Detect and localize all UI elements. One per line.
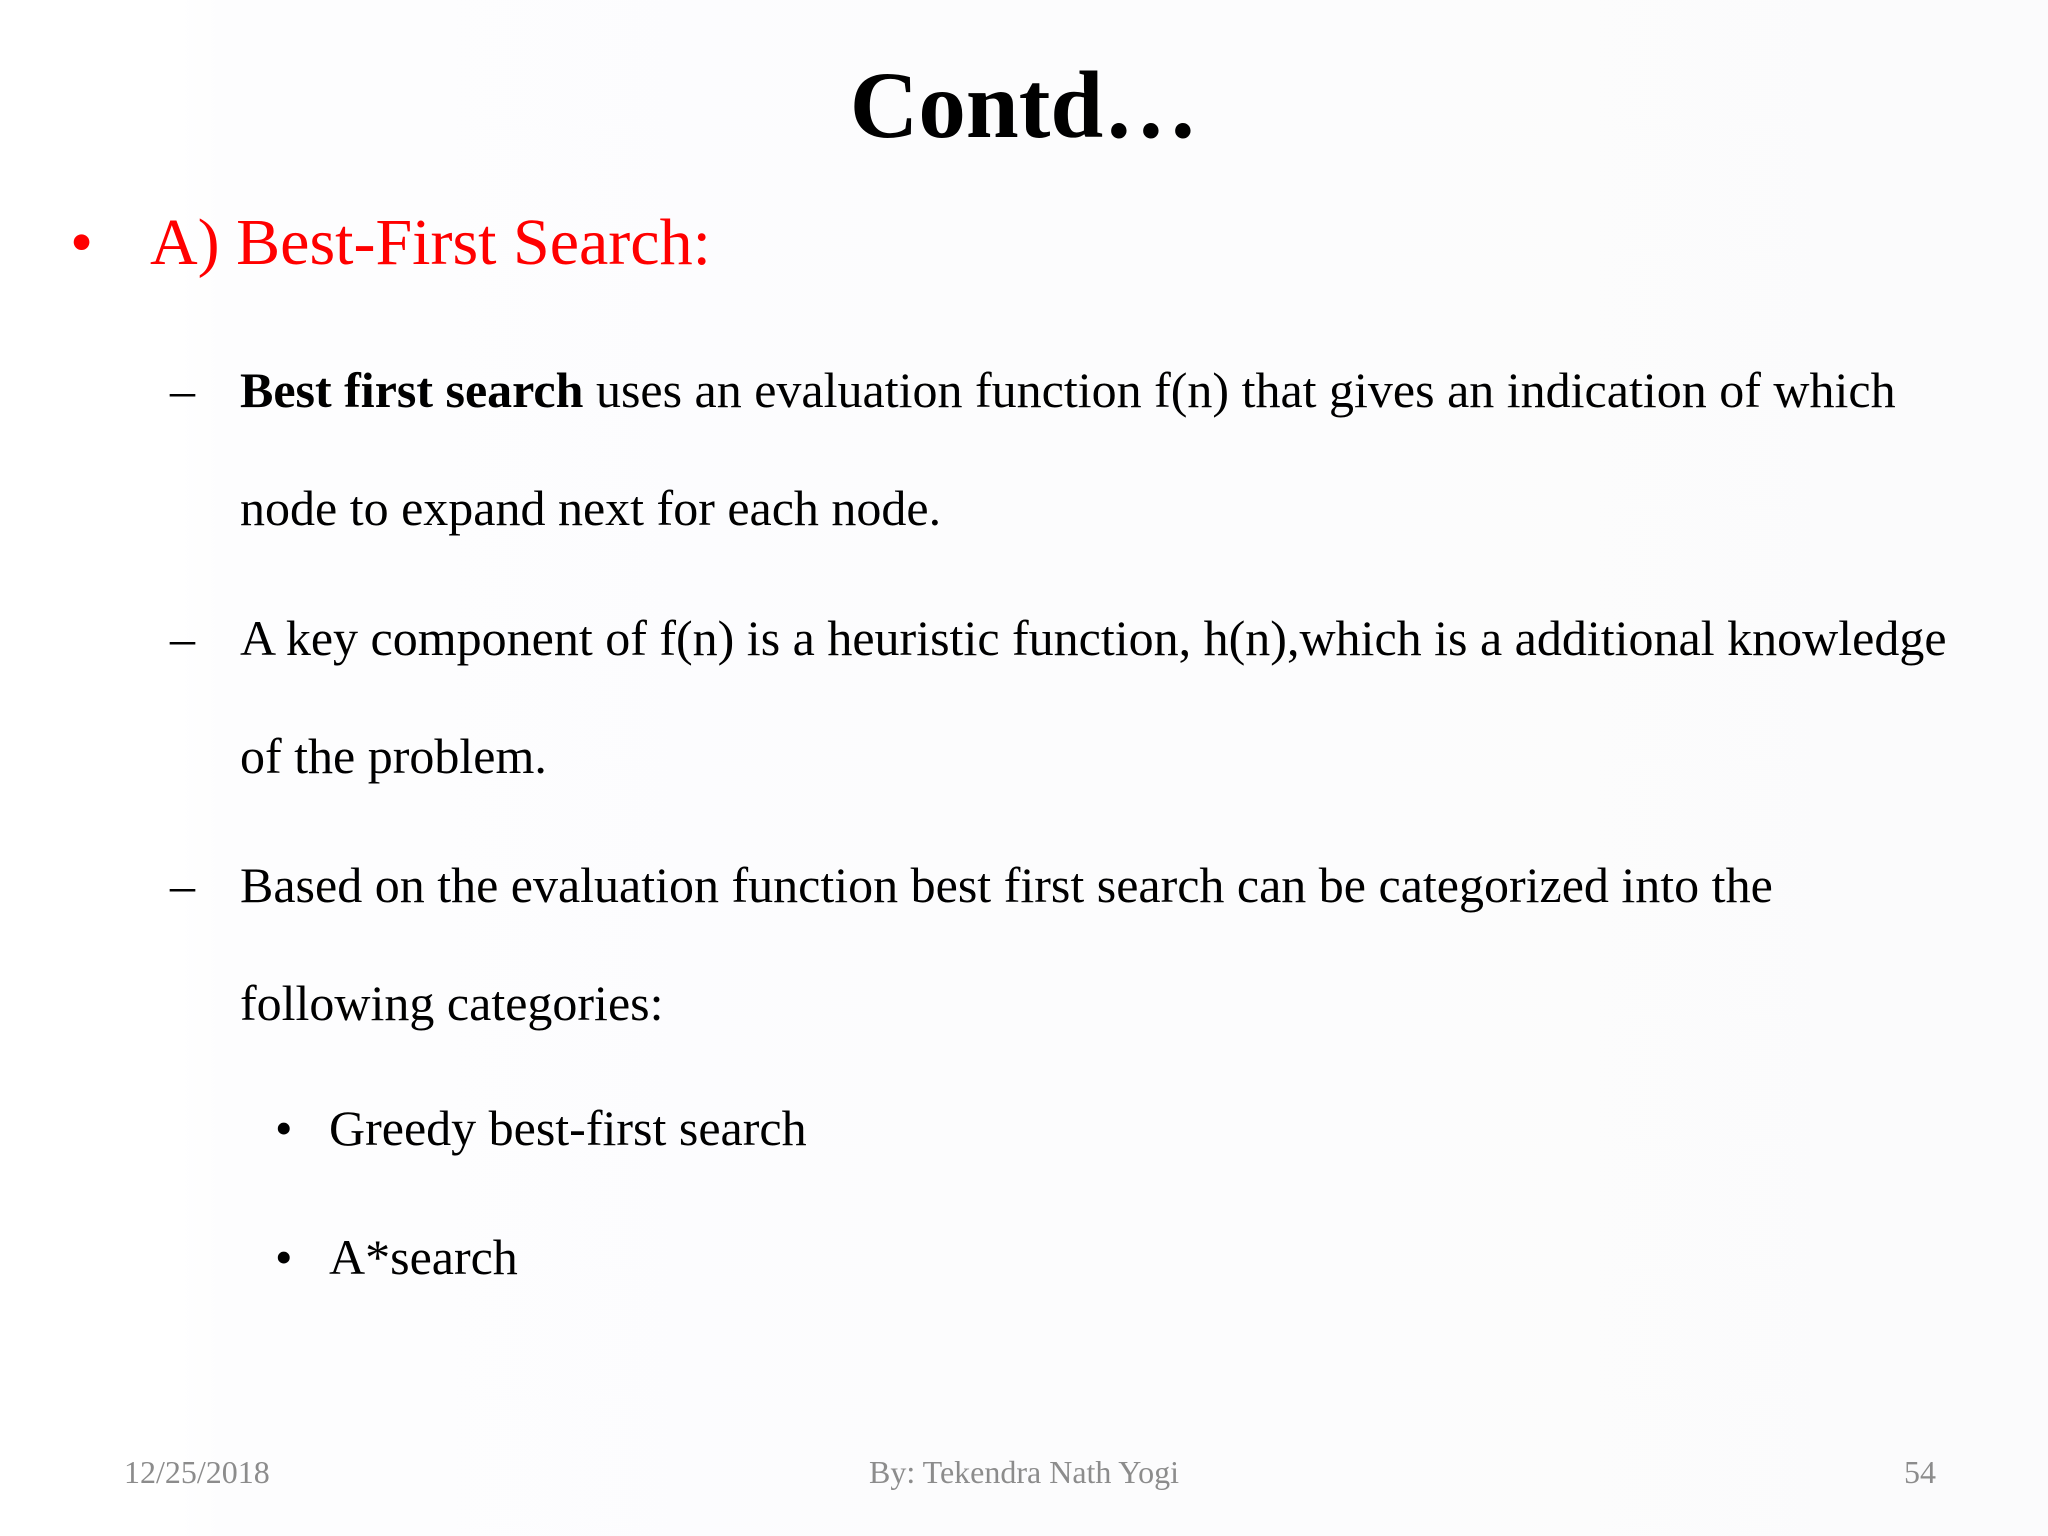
section-heading <box>70 206 711 279</box>
item-text: Based on the evaluation function best first search can be categorized into the following categories: <box>240 857 1773 1031</box>
item-text: A key component of f(n) is a heuristic function, h(n),which is a additional knowledge of the problem. <box>240 610 1947 784</box>
sub-item-greedy <box>275 1100 807 1156</box>
sub-item-astar <box>275 1229 518 1285</box>
sub-item-text: Greedy best-first search <box>329 1100 807 1156</box>
list-item-heuristic <box>170 579 1970 815</box>
footer-date: 12/25/2018 <box>124 1454 270 1490</box>
item-dash: – <box>170 362 195 418</box>
item-body <box>240 331 1970 567</box>
heading-bullet: • <box>70 206 94 279</box>
list-item-categories <box>170 826 1970 1062</box>
footer-author: By: Tekendra Nath Yogi <box>868 1454 1180 1490</box>
slide-title: Contd… <box>849 52 1199 158</box>
item-dash: – <box>170 857 195 913</box>
sub-item-text: A*search <box>329 1229 518 1285</box>
sub-bullet: • <box>275 1229 293 1285</box>
item-dash: – <box>170 610 195 666</box>
item-text: uses an evaluation function f(n) that gives an indication of which node to expand next for each node. <box>240 362 1896 536</box>
sub-bullet: • <box>275 1100 293 1156</box>
heading-text: A) Best-First Search: <box>150 206 711 279</box>
list-item-best-first <box>170 331 1970 567</box>
footer-page-number: 54 <box>1904 1454 1936 1490</box>
item-bold-lead: Best first search <box>240 362 584 418</box>
